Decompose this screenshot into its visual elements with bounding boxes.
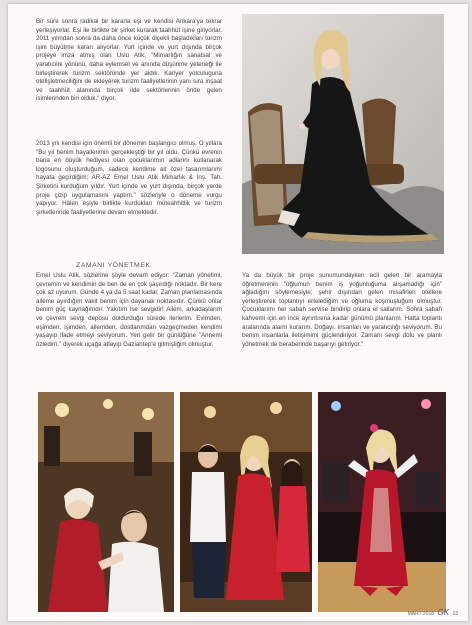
portrait-photo <box>242 14 444 254</box>
article-paragraph-3: Emel Uslu Atik, sözlerine şöyle devam ediyor: "Zaman yönetimi, çevremin ve kendimin de ben de en çok şaşırdığı noktadır. Bir kere çok az uyurum. Günde 4 ya da 5 saat kadar. Zaman planlamasında aileme ayırdığım vakit benim için dayanak noktasıdır. Çünkü onlar benim güç kaynağımdır. Yakıtım ise sevgidir! Ailem, arkadaşlarım ve çevrem sevgi deposu doldurduğu sürede ilerlerim. Evimden, eşimden, işimden, ailemden, dostlarımdan vazgeçmeden kendimi yaşayıp ifade etmeyi seviyorum. Yeri gelir bir günlüğüne "Annemi özledim." diyerek uçağa atlayıp Gaziantep'e gitmişliğim olmuştur. <box>36 272 222 348</box>
magazine-brand: GK <box>437 608 450 617</box>
section-heading: ZAMANI YÖNETMEK <box>76 262 151 269</box>
magazine-page <box>8 4 468 621</box>
page-footer <box>408 608 458 617</box>
article-paragraph-4: Ya da büyük bir proje sunumundayken acil gelen bir aramayla öğretmeninin "oğlumun benim iş yoğunluğuma alışamadığı için" ağladığını söylemesiyle; şehir dışından gelen misafirleri otellere yerleştirerek toplantıyı ertelediğim ve oğluma koşmuşluğum olmuştur. Çocuklarımı her sabah servise bindirip onlara el sallarım. Sonra sabah kahvemi için en ince ayrıntısına kadar günümü planlarım. Hatta toplantı aralarında alarm kurarım. Doğayı, insanları ve yaratıcılığı seviyorum. Bu benim insanlarla iletişimimi güçlendiriyor. Zamanı sevgi dolu ve planlı yönetmek de beraberinde başarıyı getiriyor." <box>242 272 442 348</box>
issue-date: MART 2018 <box>407 611 435 617</box>
event-photo-family <box>180 392 312 612</box>
article-paragraph-1: Bir süre sonra radikal bir kararla eşi ve kendisi Ankara'ya tekrar yerleşiyorlar. Eşi ile birlikte bir şirket kurarak taahhüt işine giriyorlar. 2011 yılından sonra da daha önce küçük ölçekli başladıkları turizm işini büyütme kararı alıyorlar. Yurt içinde ve yurt dışında birçok projeye imza atmış olan Uslu Atik, "Mimarlığın sanatsal ve yaratıcılık yönünü, daha eylemsel ve anında düşünme yeteneği ile birleştirerek turizm sektöründe yer aldık. Kariyer yolculuguna otelişletmeciliğini de ekleyerek turizm faaliyetlerinin yanı sıra inşaat ve taahhüt alanında birçok ilde sektörlerinin önde gelen isimlerinden biri olduk." diyor. <box>36 18 222 103</box>
event-photo-dance <box>38 392 174 612</box>
article-paragraph-2: 2013 yılı kendisi için önemli bir dönemin başlangıcı olmuş. O yıllara "Bu yıl benim hayallerimin gerçekleştiği bir yıl oldu. Çünkü evrenin bana en büyük hediyesi olan çocuklarımın adlarını kullanarak logosunu oluşturduğum, sadece kendime ait özel tasarımlarımı hayata geçirdiğim; AR-AZ Emel Uslu Atik Mimarlık & İnş. Tah. Şirketini kurduğum yıldır. Yurt içinde ve yurt dışında, birçok yerde proje çizip uygulamasını yaptım." sözleriyle o döneme vurgu yapıyor. Hâlen eşiyle birlikte kurdukları müteahhitlik ve turizm şirketlerinde faaliyetlerine devam etmektedir. <box>36 140 222 216</box>
page-number: 13 <box>452 611 458 617</box>
event-photo-stage <box>318 392 446 612</box>
